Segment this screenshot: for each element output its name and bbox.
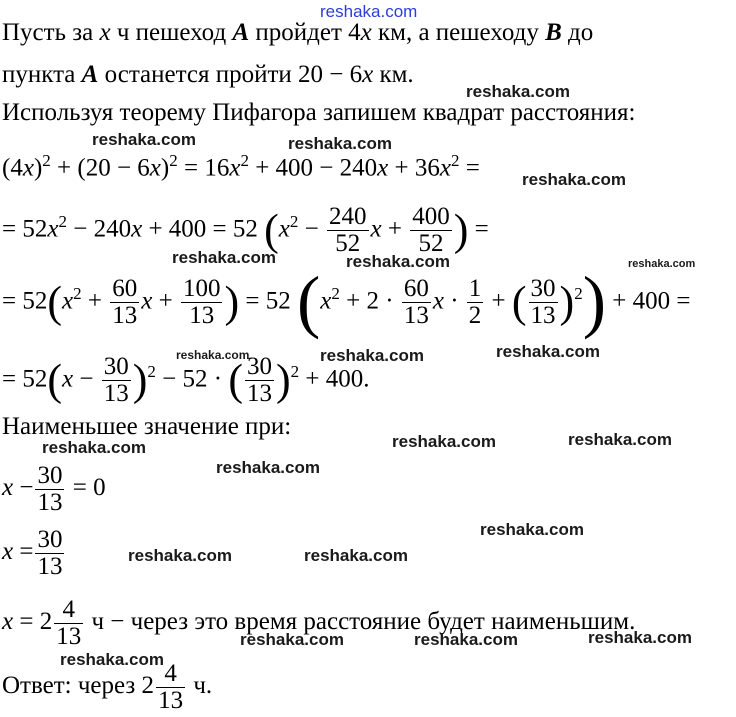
- watermark: reshaka.com: [346, 252, 450, 271]
- equation-line-9: x − $\frac{30}{13}$ = 0: [2, 461, 106, 516]
- fraction-400-52: $\frac{400}{52}$: [412, 203, 450, 258]
- watermark: reshaka.com: [466, 82, 570, 101]
- equation-line-4: $(4x)^2 + (20 - 6x)^2 = 16x^2 + 400 - 240x + 36x^2$ =: [2, 151, 480, 182]
- fraction-4-13: $\frac{4}{13}$: [56, 595, 82, 650]
- watermark: reshaka.com: [92, 130, 196, 149]
- watermark: reshaka.com: [320, 346, 424, 365]
- text-line-3: Используя теорему Пифагора запишем квадрат расстояния:: [2, 99, 636, 126]
- watermark: reshaka.com: [172, 248, 276, 267]
- watermark: reshaka.com: [480, 520, 584, 539]
- fraction-30-13e: $\frac{30}{13}$: [37, 461, 63, 516]
- fraction-30-13f: $\frac{30}{13}$: [37, 525, 63, 580]
- watermark: reshaka.com: [628, 258, 696, 270]
- watermark: reshaka.com: [568, 430, 672, 449]
- watermark-top: reshaka.com: [320, 2, 418, 21]
- fraction-1-2: $\frac{1}{2}$: [468, 275, 482, 330]
- answer-line: Ответ: через 2 $\frac{4}{13}$ ч.: [2, 659, 213, 714]
- watermark: reshaka.com: [216, 458, 320, 477]
- watermark: reshaka.com: [42, 438, 146, 457]
- fraction-240-52: $\frac{240}{52}$: [329, 203, 367, 258]
- watermark: reshaka.com: [392, 432, 496, 451]
- text-line-8: Наименьшее значение при:: [2, 413, 292, 440]
- equation-line-10: x = $\frac{30}{13}$: [2, 525, 63, 580]
- fraction-4-13-answer: $\frac{4}{13}$: [158, 659, 184, 714]
- watermark: reshaka.com: [522, 170, 626, 189]
- fraction-30-13d: $\frac{30}{13}$: [246, 353, 272, 408]
- watermark: reshaka.com: [60, 650, 164, 669]
- fraction-30-13c: $\frac{30}{13}$: [103, 353, 129, 408]
- fraction-30-13: $\frac{30}{13}$: [530, 275, 556, 330]
- text-line-1: Пусть за x ч пешеход A пройдет 4x км, а пешеходу B до: [2, 19, 594, 46]
- watermark: reshaka.com: [128, 546, 232, 565]
- watermark: reshaka.com: [176, 348, 250, 362]
- fraction-60-13: $\frac{60}{13}$: [112, 275, 138, 330]
- watermark: reshaka.com: [588, 628, 692, 647]
- equation-line-11: x = 2 $\frac{4}{13}$ ч − через это время расстояние будет наименьшим.: [2, 595, 636, 650]
- equation-line-6: = $52(x^2$ + $\frac{60}{13}$ x + $\frac{100}{13}$ ) = 52 ($x^2 + 2$ · $\frac{60}{13}$ x · $\frac{1}{2}$ + ( $\frac{30}{13}$ )$^2$) + 400 =: [2, 263, 691, 341]
- watermark: reshaka.com: [240, 630, 344, 649]
- watermark: reshaka.com: [288, 134, 392, 153]
- watermark: reshaka.com: [414, 630, 518, 649]
- watermark: reshaka.com: [496, 342, 600, 361]
- equation-line-7: = 52(x − $\frac{30}{13}$ )$^2$ − 52 · ( $\frac{30}{13}$ )$^2$ + 400.: [2, 353, 370, 408]
- watermark: reshaka.com: [304, 546, 408, 565]
- fraction-100-13: $\frac{100}{13}$: [182, 275, 221, 330]
- fraction-60-13b: $\frac{60}{13}$: [403, 275, 429, 330]
- equation-line-5: = $52x^2 - 240x + 400 = 52$ ($x^2$ − $\frac{240}{52}$ x + $\frac{400}{52}$ ) =: [2, 203, 489, 258]
- text-line-2: пункта A останется пройти 20 − 6x км.: [2, 61, 414, 88]
